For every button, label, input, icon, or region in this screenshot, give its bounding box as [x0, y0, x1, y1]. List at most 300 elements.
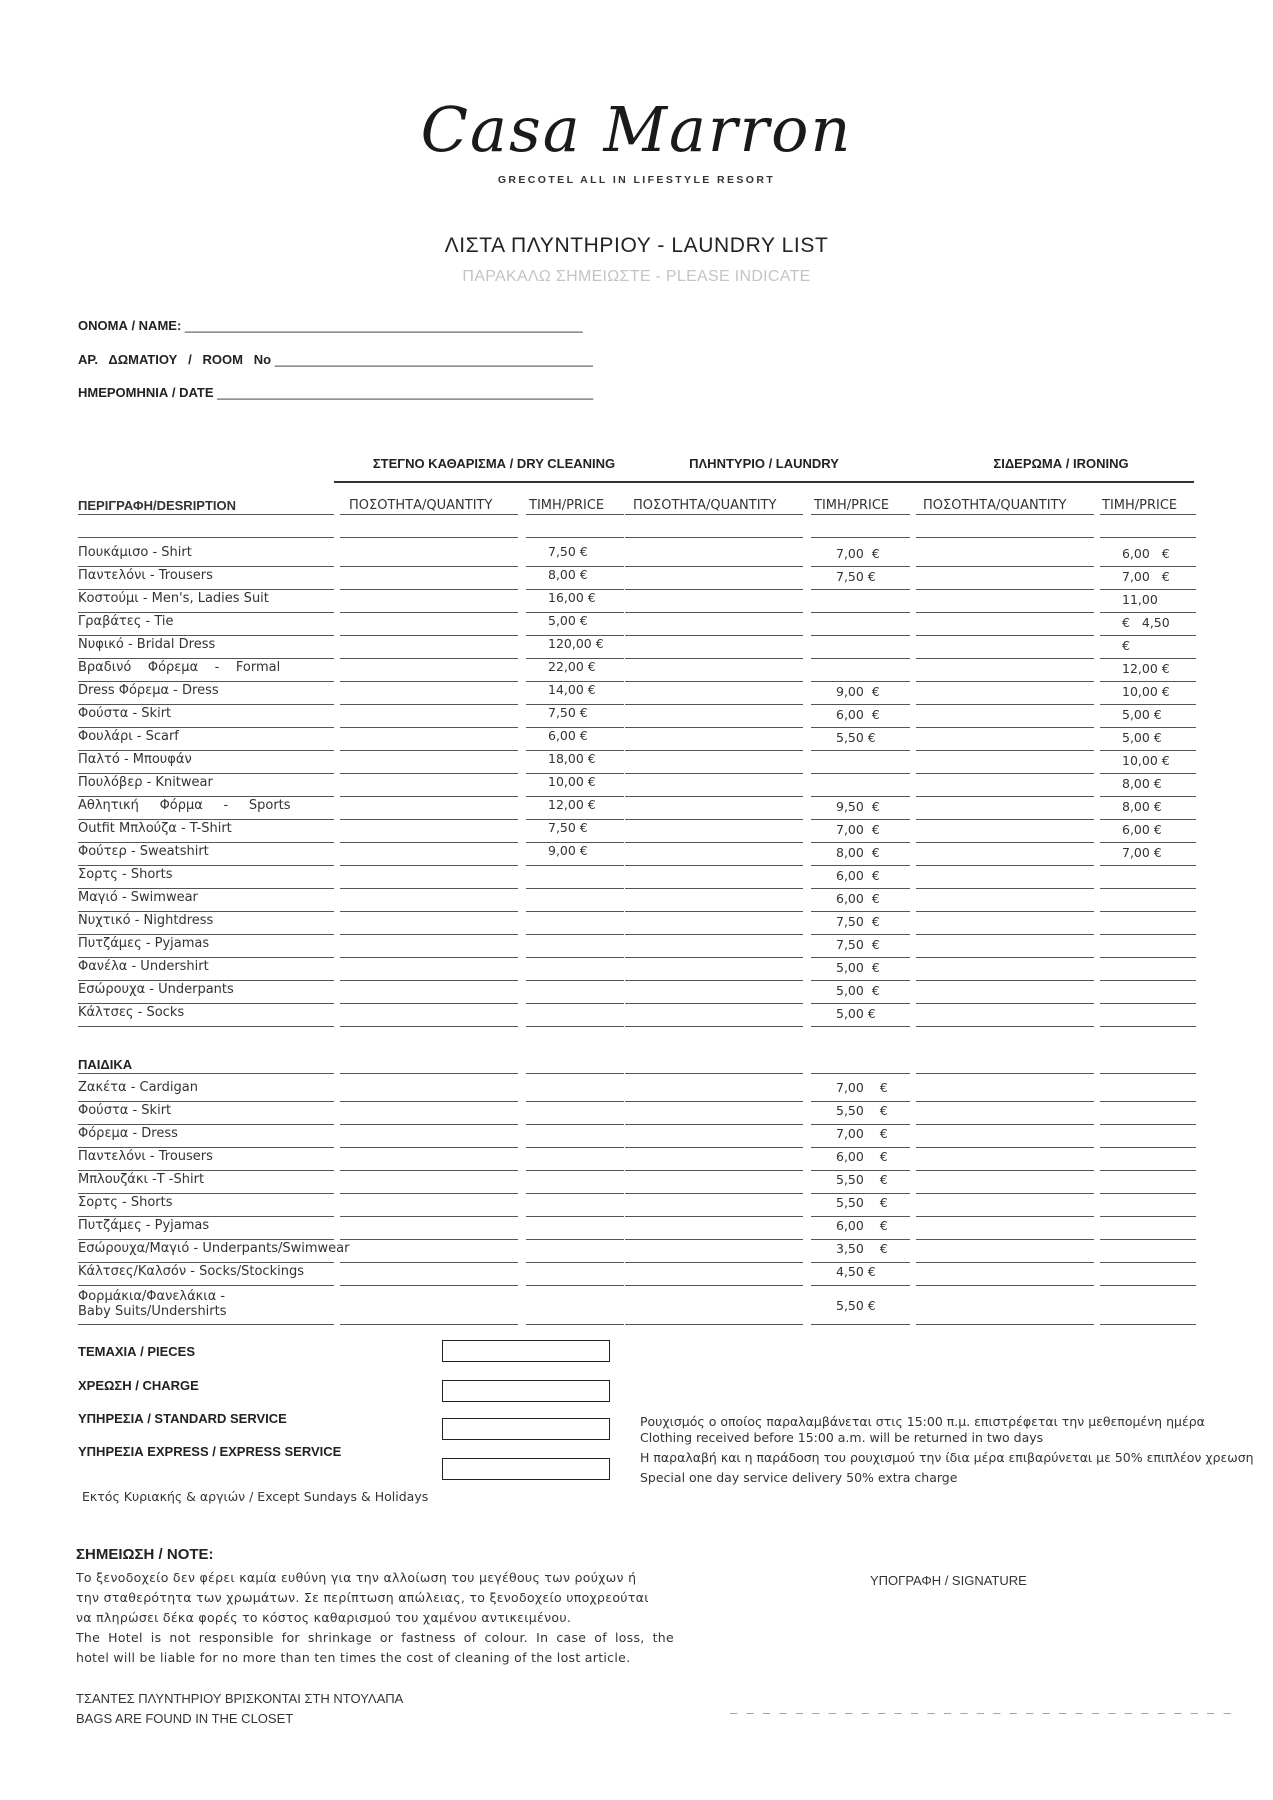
dry-quantity-input[interactable]	[340, 798, 518, 818]
laundry-price: 5,50 €	[836, 1195, 888, 1210]
item-description: Φορμάκια/Φανελάκια -	[78, 1289, 226, 1304]
iron-quantity-input[interactable]	[916, 545, 1094, 565]
laundry-price: 5,50 €	[836, 730, 876, 745]
table-row-divider	[625, 1101, 803, 1102]
dry-quantity-input[interactable]	[340, 614, 518, 634]
table-row-divider	[526, 957, 624, 958]
laundry-price: 4,50 €	[836, 1264, 876, 1279]
laundry-price: 7,00 €	[836, 546, 880, 561]
laundry-price: 5,00 €	[836, 1006, 876, 1021]
table-row-divider	[1100, 773, 1196, 774]
table-row-divider	[78, 865, 334, 866]
item-description: Σορτς - Shorts	[78, 1195, 173, 1210]
charge-label: ΧΡΕΩΣΗ / CHARGE	[78, 1378, 199, 1393]
table-row-divider	[340, 1239, 518, 1240]
date-blank: ____________________________________________________	[217, 385, 594, 400]
col-header-ironing-price: ΤΙΜΗ/PRICE	[1102, 498, 1178, 513]
laundry-price: 7,00 €	[836, 1080, 888, 1095]
table-row-divider	[526, 1124, 624, 1125]
item-description: Ζακέτα - Cardigan	[78, 1080, 198, 1095]
table-row-divider	[526, 1026, 624, 1027]
table-row-divider	[1100, 957, 1196, 958]
col-header-ironing-quantity: ΠΟΣΟΤΗΤΑ/QUANTITY	[923, 498, 1067, 513]
table-row-divider	[1100, 980, 1196, 981]
pieces-input[interactable]	[442, 1340, 610, 1362]
kids-header-divider	[1100, 1073, 1196, 1074]
table-row-divider	[811, 1147, 910, 1148]
table-row-divider	[916, 750, 1094, 751]
iron-quantity-input[interactable]	[916, 683, 1094, 703]
table-row-divider	[811, 1216, 910, 1217]
dry-quantity-input[interactable]	[340, 867, 518, 887]
table-row-divider	[811, 1101, 910, 1102]
table-row-divider	[340, 1262, 518, 1263]
laundry-quantity-input[interactable]	[625, 683, 803, 703]
dry-quantity-input[interactable]	[340, 821, 518, 841]
table-row-divider	[340, 750, 518, 751]
dry-cleaning-price: 7,50 €	[548, 544, 588, 559]
dry-quantity-input[interactable]	[340, 568, 518, 588]
table-row-divider	[340, 1026, 518, 1027]
table-row-divider	[625, 1285, 803, 1286]
iron-quantity-input[interactable]	[916, 568, 1094, 588]
table-row-divider	[340, 658, 518, 659]
table-row-divider	[78, 635, 334, 636]
table-row-divider	[1100, 750, 1196, 751]
iron-quantity-input[interactable]	[916, 890, 1094, 910]
ironing-price: 8,00 €	[1122, 776, 1162, 791]
table-row-divider	[811, 819, 910, 820]
table-row-divider	[1100, 589, 1196, 590]
table-row-divider	[340, 911, 518, 912]
express-note-english: Special one day service delivery 50% extra charge	[640, 1470, 958, 1485]
table-row-divider	[625, 727, 803, 728]
item-description: Κάλτσες/Καλσόν - Socks/Stockings	[78, 1264, 304, 1279]
standard-note-english: Clothing received before 15:00 a.m. will be returned in two days	[640, 1430, 1044, 1445]
laundry-quantity-input[interactable]	[625, 545, 803, 565]
note-line-1: Το ξενοδοχείο δεν φέρει καμία ευθύνη για την αλλοίωση του μεγέθους των ρούχων ή	[76, 1570, 637, 1585]
table-row-divider	[916, 1003, 1094, 1004]
signature-line[interactable]: _ _ _ _ _ _ _ _ _ _ _ _ _ _ _ _ _ _ _ _ _ _ _ _ _ _ _ _ _ _ _	[730, 1700, 1232, 1714]
table-row-divider	[340, 1324, 518, 1325]
table-row-divider	[811, 1124, 910, 1125]
table-row-divider	[811, 658, 910, 659]
laundry-quantity-input[interactable]	[625, 637, 803, 657]
table-row-divider	[78, 589, 334, 590]
dry-quantity-input[interactable]	[340, 890, 518, 910]
table-row-divider	[340, 1193, 518, 1194]
table-row-divider	[78, 1124, 334, 1125]
room-label: ΑΡ. ΔΩΜΑΤΙΟΥ / ROOM No	[78, 352, 272, 367]
note-line-3: να πληρώσει δέκα φορές το κόστος καθαρισμού του χαμένου αντικειμένου.	[76, 1610, 572, 1625]
item-description: Κάλτσες - Socks	[78, 1005, 185, 1020]
iron-quantity-input[interactable]	[916, 936, 1094, 956]
blank-row-divider	[811, 537, 910, 538]
table-row-divider	[811, 612, 910, 613]
table-row-divider	[1100, 796, 1196, 797]
laundry-quantity-input[interactable]	[625, 936, 803, 956]
blank-row-divider	[78, 537, 334, 538]
iron-quantity-input[interactable]	[916, 844, 1094, 864]
table-row-divider	[78, 911, 334, 912]
table-row-divider	[340, 704, 518, 705]
table-row-divider	[916, 934, 1094, 935]
table-row-divider	[340, 980, 518, 981]
dry-cleaning-price: 16,00 €	[548, 590, 596, 605]
iron-quantity-input[interactable]	[916, 614, 1094, 634]
table-row-divider	[916, 635, 1094, 636]
iron-quantity-input[interactable]	[916, 913, 1094, 933]
table-row-divider	[916, 842, 1094, 843]
laundry-quantity-input[interactable]	[625, 982, 803, 1002]
standard-service-label: ΥΠΗΡΕΣΙΑ / STANDARD SERVICE	[78, 1411, 287, 1426]
ironing-price: 7,00 €	[1122, 569, 1170, 584]
table-row-divider	[625, 1324, 803, 1325]
table-row-divider	[1100, 1124, 1196, 1125]
note-line-2: την σταθερότητα των χρωμάτων. Σε περίπτωση απώλειας, το ξενοδοχείο υποχρεούται	[76, 1590, 649, 1605]
standard-service-input[interactable]	[442, 1418, 610, 1440]
iron-quantity-input[interactable]	[916, 982, 1094, 1002]
table-row-divider	[526, 1262, 624, 1263]
iron-quantity-input[interactable]	[916, 775, 1094, 795]
laundry-quantity-input[interactable]	[625, 844, 803, 864]
table-row-divider	[811, 727, 910, 728]
iron-quantity-input[interactable]	[916, 660, 1094, 680]
table-row-divider	[811, 1262, 910, 1263]
table-row-divider	[811, 773, 910, 774]
table-row-divider	[811, 934, 910, 935]
table-row-divider	[526, 1239, 624, 1240]
item-description: Σορτς - Shorts	[78, 867, 173, 882]
table-row-divider	[811, 911, 910, 912]
table-row-divider	[1100, 1026, 1196, 1027]
iron-quantity-input[interactable]	[916, 1005, 1094, 1025]
ironing-price: 5,00 €	[1122, 707, 1162, 722]
dry-quantity-input[interactable]	[340, 844, 518, 864]
header-divider	[1100, 514, 1196, 515]
date-field[interactable]	[78, 385, 593, 400]
table-row-divider	[526, 888, 624, 889]
table-row-divider	[916, 1239, 1094, 1240]
table-row-divider	[340, 934, 518, 935]
table-row-divider	[811, 566, 910, 567]
table-row-divider	[526, 1101, 624, 1102]
table-row-divider	[1100, 1324, 1196, 1325]
table-row-divider	[625, 957, 803, 958]
blank-row-divider	[625, 537, 803, 538]
table-row-divider	[340, 1003, 518, 1004]
table-row-divider	[1100, 1262, 1196, 1263]
table-row-divider	[1100, 1003, 1196, 1004]
table-row-divider	[916, 888, 1094, 889]
iron-quantity-input[interactable]	[916, 867, 1094, 887]
charge-input[interactable]	[442, 1380, 610, 1402]
table-row-divider	[526, 1324, 624, 1325]
table-row-divider	[78, 750, 334, 751]
name-field[interactable]	[78, 318, 583, 333]
item-description: Νυχτικό - Nightdress	[78, 913, 214, 928]
item-description: Φόρεμα - Dress	[78, 1126, 178, 1141]
col-header-description: ΠΕΡΙΓΡΑΦΗ/DESRIPTION	[78, 498, 237, 513]
laundry-price: 5,50 €	[836, 1172, 888, 1187]
table-row-divider	[340, 957, 518, 958]
laundry-price: 3,50 €	[836, 1241, 888, 1256]
table-row-divider	[78, 1101, 334, 1102]
table-row-divider	[625, 911, 803, 912]
laundry-quantity-input[interactable]	[625, 591, 803, 611]
table-row-divider	[1100, 566, 1196, 567]
item-description: Φούστα - Skirt	[78, 1103, 172, 1118]
laundry-quantity-input[interactable]	[625, 867, 803, 887]
laundry-price: 5,00 €	[836, 960, 880, 975]
laundry-quantity-input[interactable]	[625, 1005, 803, 1025]
table-row-divider	[916, 612, 1094, 613]
table-row-divider	[78, 819, 334, 820]
item-description: Πουκάμισο - Shirt	[78, 545, 192, 560]
laundry-quantity-input[interactable]	[625, 568, 803, 588]
dry-cleaning-price: 120,00 €	[548, 636, 604, 651]
dry-cleaning-price: 7,50 €	[548, 705, 588, 720]
header-divider	[811, 514, 910, 515]
table-row-divider	[78, 727, 334, 728]
item-description: Εσώρουχα/Μαγιό - Underpants/Swimwear	[78, 1241, 350, 1256]
table-row-divider	[916, 1170, 1094, 1171]
dry-quantity-input[interactable]	[340, 936, 518, 956]
item-description: Αθλητική Φόρμα - Sports	[78, 798, 291, 813]
iron-quantity-input[interactable]	[916, 591, 1094, 611]
table-row-divider	[625, 1216, 803, 1217]
item-description: Outfit Μπλούζα - T-Shirt	[78, 821, 232, 836]
table-row-divider	[625, 934, 803, 935]
table-row-divider	[811, 888, 910, 889]
table-row-divider	[916, 566, 1094, 567]
table-row-divider	[625, 1147, 803, 1148]
table-row-divider	[811, 1285, 910, 1286]
laundry-quantity-input[interactable]	[625, 775, 803, 795]
table-row-divider	[78, 566, 334, 567]
table-row-divider	[78, 796, 334, 797]
dry-quantity-input[interactable]	[340, 1005, 518, 1025]
kids-header-divider	[811, 1073, 910, 1074]
table-row-divider	[916, 911, 1094, 912]
table-row-divider	[340, 1101, 518, 1102]
dry-cleaning-price: 14,00 €	[548, 682, 596, 697]
table-row-divider	[340, 681, 518, 682]
table-row-divider	[1100, 1147, 1196, 1148]
ironing-price: 6,00 €	[1122, 822, 1162, 837]
blank-row-divider	[1100, 537, 1196, 538]
kids-header-divider	[340, 1073, 518, 1074]
item-description-english: Baby Suits/Undershirts	[78, 1304, 227, 1319]
table-row-divider	[916, 1324, 1094, 1325]
table-row-divider	[340, 1170, 518, 1171]
laundry-price: 7,00 €	[836, 1126, 888, 1141]
laundry-quantity-input[interactable]	[625, 706, 803, 726]
table-row-divider	[811, 1193, 910, 1194]
table-row-divider	[78, 681, 334, 682]
table-row-divider	[811, 980, 910, 981]
table-row-divider	[625, 1124, 803, 1125]
iron-quantity-input[interactable]	[916, 959, 1094, 979]
table-row-divider	[340, 1216, 518, 1217]
iron-quantity-input[interactable]	[916, 637, 1094, 657]
laundry-quantity-input[interactable]	[625, 660, 803, 680]
blank-row-divider	[526, 537, 624, 538]
table-row-divider	[1100, 1101, 1196, 1102]
note-line-4: The Hotel is not responsible for shrinkage or fastness of colour. In case of loss, the	[76, 1630, 674, 1645]
table-row-divider	[340, 1147, 518, 1148]
iron-quantity-input[interactable]	[916, 798, 1094, 818]
table-row-divider	[340, 566, 518, 567]
pieces-label: ΤΕΜΑΧΙΑ / PIECES	[78, 1344, 196, 1359]
ironing-price: 10,00 €	[1122, 684, 1170, 699]
table-row-divider	[78, 658, 334, 659]
laundry-quantity-input[interactable]	[625, 959, 803, 979]
laundry-quantity-input[interactable]	[625, 913, 803, 933]
name-blank: _______________________________________________________	[184, 318, 583, 333]
table-row-divider	[340, 727, 518, 728]
dry-quantity-input[interactable]	[340, 959, 518, 979]
table-row-divider	[1100, 727, 1196, 728]
col-header-laundry-price: ΤΙΜΗ/PRICE	[814, 498, 890, 513]
table-row-divider	[811, 796, 910, 797]
table-row-divider	[811, 865, 910, 866]
item-description: Εσώρουχα - Underpants	[78, 982, 234, 997]
dry-quantity-input[interactable]	[340, 591, 518, 611]
laundry-price: 7,00 €	[836, 822, 880, 837]
kids-section-label: ΠΑΙΔΙΚΑ	[78, 1057, 133, 1072]
laundry-quantity-input[interactable]	[625, 614, 803, 634]
table-row-divider	[916, 727, 1094, 728]
table-row-divider	[78, 1026, 334, 1027]
table-row-divider	[78, 957, 334, 958]
table-row-divider	[811, 842, 910, 843]
table-row-divider	[916, 773, 1094, 774]
table-row-divider	[811, 750, 910, 751]
iron-quantity-input[interactable]	[916, 821, 1094, 841]
table-row-divider	[625, 796, 803, 797]
laundry-price: 5,50 €	[836, 1298, 876, 1313]
table-row-divider	[916, 796, 1094, 797]
table-row-divider	[1100, 1170, 1196, 1171]
dry-quantity-input[interactable]	[340, 683, 518, 703]
table-row-divider	[526, 1003, 624, 1004]
iron-quantity-input[interactable]	[916, 729, 1094, 749]
dry-quantity-input[interactable]	[340, 545, 518, 565]
ironing-price: 10,00 €	[1122, 753, 1170, 768]
col-header-laundry-quantity: ΠΟΣΟΤΗΤΑ/QUANTITY	[633, 498, 777, 513]
table-row-divider	[625, 1170, 803, 1171]
table-row-divider	[1100, 681, 1196, 682]
standard-note-greek: Ρουχισμός ο οποίος παραλαμβάνεται στις 15:00 π.μ. επιστρέφεται την μεθεπομένη ημέρα	[640, 1414, 1205, 1429]
iron-quantity-input[interactable]	[916, 752, 1094, 772]
header-divider	[340, 514, 518, 515]
table-row-divider	[625, 888, 803, 889]
table-row-divider	[916, 704, 1094, 705]
laundry-quantity-input[interactable]	[625, 821, 803, 841]
item-description: Πυτζάμες - Pyjamas	[78, 936, 210, 951]
table-row-divider	[916, 658, 1094, 659]
dry-quantity-input[interactable]	[340, 729, 518, 749]
laundry-quantity-input[interactable]	[625, 890, 803, 910]
kids-header-divider	[916, 1073, 1094, 1074]
item-description: Φουλάρι - Scarf	[78, 729, 179, 744]
iron-quantity-input[interactable]	[916, 706, 1094, 726]
item-description: Φούτερ - Sweatshirt	[78, 844, 209, 859]
express-service-input[interactable]	[442, 1458, 610, 1480]
laundry-price: 9,00 €	[836, 684, 880, 699]
table-row-divider	[78, 1147, 334, 1148]
table-row-divider	[340, 589, 518, 590]
ironing-price: 11,00	[1122, 592, 1158, 607]
col-header-dry-price: ΤΙΜΗ/PRICE	[529, 498, 605, 513]
express-service-label: ΥΠΗΡΕΣΙΑ EXPRESS / EXPRESS SERVICE	[78, 1444, 342, 1459]
table-row-divider	[625, 612, 803, 613]
laundry-quantity-input[interactable]	[625, 798, 803, 818]
header-divider	[526, 514, 624, 515]
table-row-divider	[340, 612, 518, 613]
table-row-divider	[78, 773, 334, 774]
table-row-divider	[340, 865, 518, 866]
table-row-divider	[625, 842, 803, 843]
table-row-divider	[1100, 819, 1196, 820]
ironing-price: 5,00 €	[1122, 730, 1162, 745]
table-row-divider	[526, 934, 624, 935]
page-title: ΛΙΣΤΑ ΠΛΥΝΤΗΡΙΟΥ - LAUNDRY LIST	[444, 234, 829, 257]
bags-note-greek: ΤΣΑΝΤΕΣ ΠΛΥΝΤΗΡΙΟΥ ΒΡΙΣΚΟΝΤΑΙ ΣΤΗ ΝΤΟΥΛΑΠΑ	[76, 1691, 404, 1706]
dry-quantity-input[interactable]	[340, 913, 518, 933]
laundry-quantity-input[interactable]	[625, 729, 803, 749]
table-row-divider	[1100, 1193, 1196, 1194]
laundry-price: 6,00 €	[836, 707, 880, 722]
table-row-divider	[78, 1262, 334, 1263]
laundry-price: 6,00 €	[836, 1149, 888, 1164]
item-description: Φούστα - Skirt	[78, 706, 172, 721]
table-row-divider	[1100, 658, 1196, 659]
dry-quantity-input[interactable]	[340, 752, 518, 772]
dry-quantity-input[interactable]	[340, 706, 518, 726]
note-line-5: hotel will be liable for no more than ten times the cost of cleaning of the lost article.	[76, 1650, 631, 1665]
item-description: Κοστούμι - Men's, Ladies Suit	[78, 591, 269, 606]
table-row-divider	[625, 865, 803, 866]
room-field[interactable]	[78, 352, 593, 367]
table-row-divider	[1100, 865, 1196, 866]
dry-quantity-input[interactable]	[340, 660, 518, 680]
dry-cleaning-price: 9,00 €	[548, 843, 588, 858]
kids-header-divider	[78, 1073, 334, 1074]
table-row-divider	[916, 1216, 1094, 1217]
table-row-divider	[625, 635, 803, 636]
table-row-divider	[916, 1026, 1094, 1027]
item-description: Παντελόνι - Trousers	[78, 1149, 213, 1164]
dry-cleaning-price: 18,00 €	[548, 751, 596, 766]
dry-quantity-input[interactable]	[340, 637, 518, 657]
table-row-divider	[625, 1026, 803, 1027]
ironing-price: €	[1122, 638, 1130, 653]
laundry-price: 5,00 €	[836, 983, 880, 998]
item-description: Φανέλα - Undershirt	[78, 959, 209, 974]
laundry-price: 7,50 €	[836, 569, 876, 584]
table-row-divider	[340, 635, 518, 636]
table-row-divider	[526, 911, 624, 912]
dry-quantity-input[interactable]	[340, 775, 518, 795]
table-row-divider	[78, 842, 334, 843]
hotel-logo	[0, 90, 1273, 186]
table-row-divider	[916, 865, 1094, 866]
laundry-quantity-input[interactable]	[625, 752, 803, 772]
table-row-divider	[78, 612, 334, 613]
dry-quantity-input[interactable]	[340, 982, 518, 1002]
